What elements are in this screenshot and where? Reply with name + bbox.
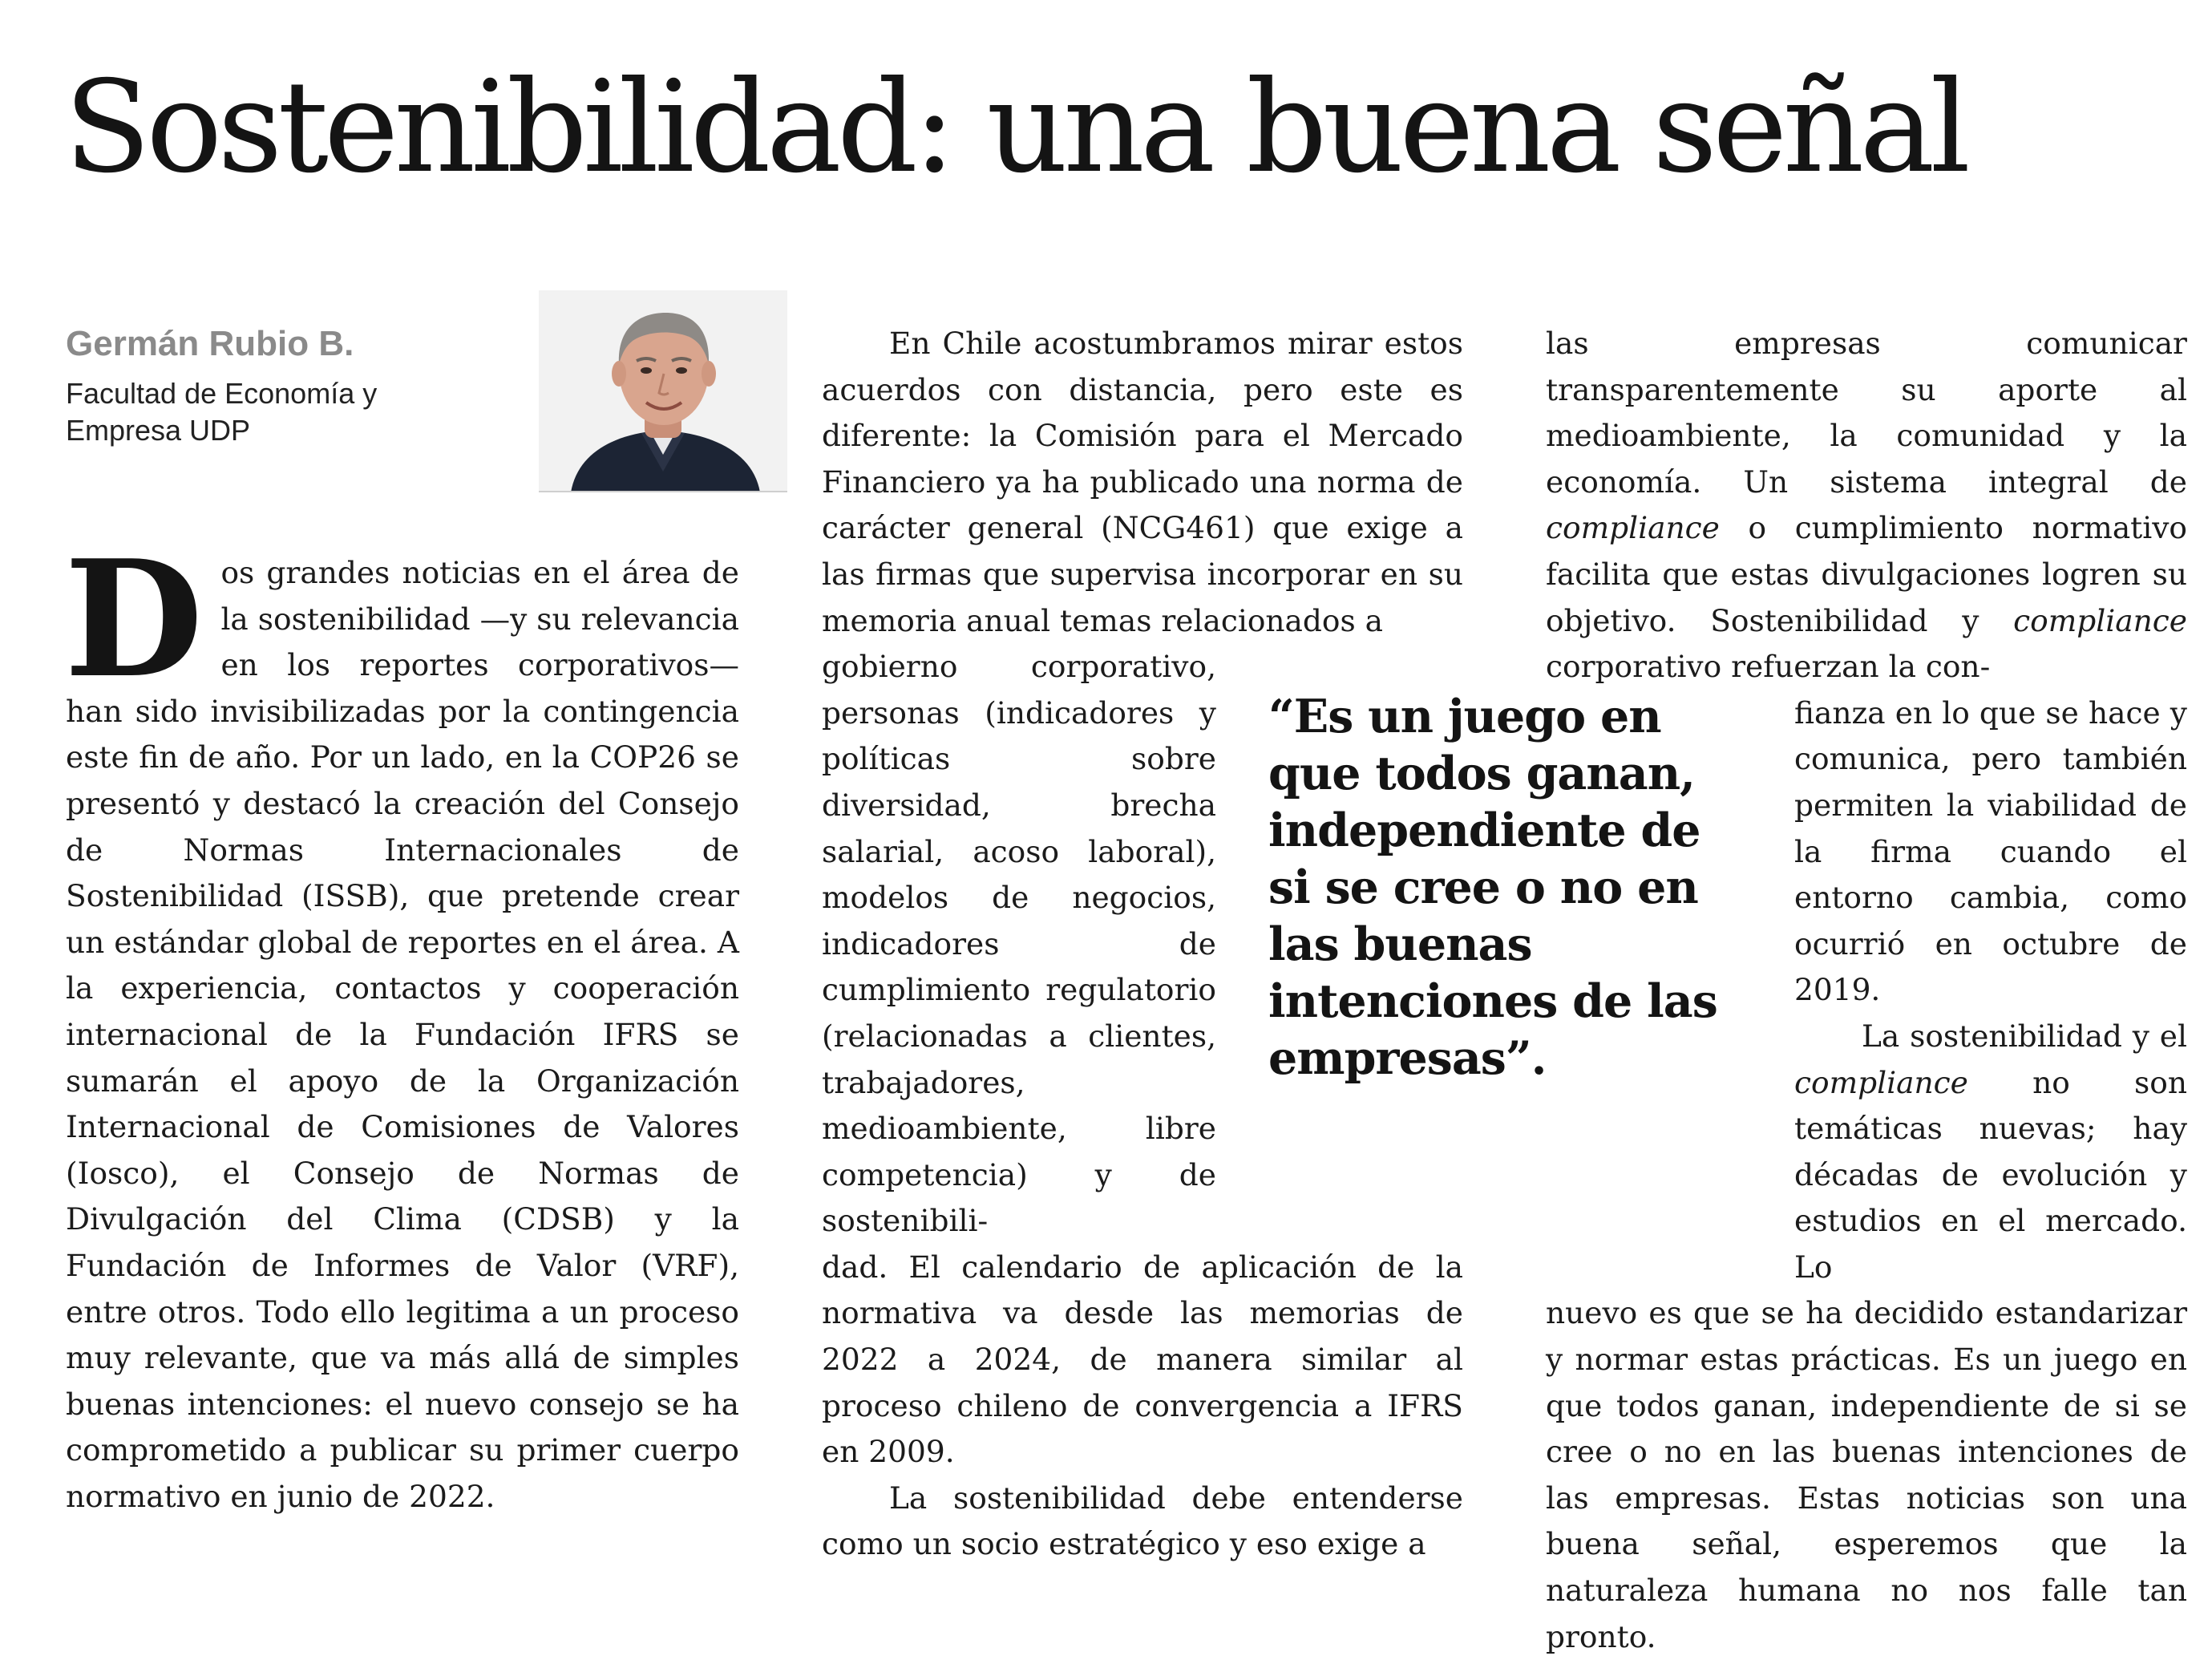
paragraph-2-bottom: dad. El calendario de aplicación de la normativa va desde las memorias de 2022 a 2024, de manera similar al proceso chileno de convergencia a IFRS en 2009. xyxy=(822,1249,1463,1470)
author-name: Germán Rubio B. xyxy=(66,324,354,363)
paragraph-1 xyxy=(64,525,739,1520)
paragraph-3-narrow: fianza en lo que se hace y comunica, pero también permiten la viabilidad de la firma cuando el entorno cambia, como ocurrió en octubre de 2019. xyxy=(1794,694,2187,1008)
pull-quote: “Es un juego en que todos ganan, independiente de si se cree o no en las buenas intenciones de las empresas”. xyxy=(1268,690,1717,1085)
compliance-term: compliance xyxy=(2013,602,2187,638)
paragraph-3-start: La sostenibilidad debe entenderse como un socio estratégico y eso exige a xyxy=(822,1480,1463,1562)
paragraph-2-narrow: gobierno corporativo, personas (indicadores y políticas sobre diversidad, brecha salarial, acoso laboral), modelos de negocios, indicadores de cumplimiento regulatorio (relacionadas a clientes, trabajadores, medioambiente, libre competencia) y de sostenibili- xyxy=(822,649,1216,1239)
compliance-term: compliance xyxy=(1546,510,1720,546)
author-portrait-icon xyxy=(539,290,787,492)
column-3-narrow-block xyxy=(1794,690,2187,1291)
byline xyxy=(66,321,483,449)
article-column-3 xyxy=(1546,321,2187,1660)
article-column-1 xyxy=(64,525,739,1520)
paragraph-4-text-a: La sostenibilidad y el xyxy=(1862,1018,2187,1054)
paragraph-2-top: En Chile acostumbramos mirar estos acuerdos con distancia, pero este es diferente: la Comisión para el Mercado Financiero ya ha publicado una norma de carácter general (NCG461) que exige a las firmas que supervisa incorporar en su memoria anual temas relacionados a xyxy=(822,326,1463,638)
paragraph-4-start xyxy=(1794,1014,2187,1291)
compliance-term: compliance xyxy=(1794,1064,1968,1100)
paragraph-1-text: os grandes noticias en el área de la sostenibilidad —y su relevancia en los reportes corporativos— han sido invisibilizadas por la contingencia este fin de año. Por un lado, en la COP26 se presentó y destacó la creación del Consejo de Normas Internacionales de Sostenibilidad (ISSB), que pretende crear un estándar global de reportes en el área. A la experiencia, contactos y cooperación internacional de la Fundación IFRS se sumarán el apoyo de la Organización Internacional de Comisiones de Valores (Iosco), el Consejo de Normas de Divulgación del Clima (CDSB) y la Fundación de Informes de Valor (VRF), entre otros. Todo ello legitima a un proceso muy relevante, que va más allá de simples buenas intenciones: el nuevo consejo se ha comprometido a publicar su primer cuerpo normativo en junio de 2022. xyxy=(66,555,739,1514)
drop-cap: D xyxy=(64,525,204,714)
paragraph-4-bottom: nuevo es que se ha decidido estandarizar y normar estas prácticas. Es un juego en que todos ganan, independiente de si se cree o no en las buenas intenciones de las empresas. Estas noticias son una buena señal, esperemos que la naturaleza humana no nos falle tan pronto. xyxy=(1546,1295,2187,1654)
headline: Sostenibilidad: una buena señal xyxy=(64,54,1967,201)
paragraph-3-text-c: corporativo refuerzan la con- xyxy=(1546,649,1991,685)
paragraph-3-continued xyxy=(1546,321,2187,690)
paragraph-3-text-a: las empresas comunicar transparentemente su aporte al medioambiente, la comunidad y la economía. Un sistema integral de xyxy=(1546,326,2187,500)
paragraph-3-text-b: o cumplimiento normativo facilita que estas divulgaciones logren su objetivo. Sostenibilidad y xyxy=(1546,510,2188,638)
author-affiliation: Facultad de Economía y Empresa UDP xyxy=(66,377,378,447)
paragraph-4-text-b: no son temáticas nuevas; hay décadas de evolución y estudios en el mercado. Lo xyxy=(1794,1064,2188,1285)
photo-divider xyxy=(539,491,787,492)
